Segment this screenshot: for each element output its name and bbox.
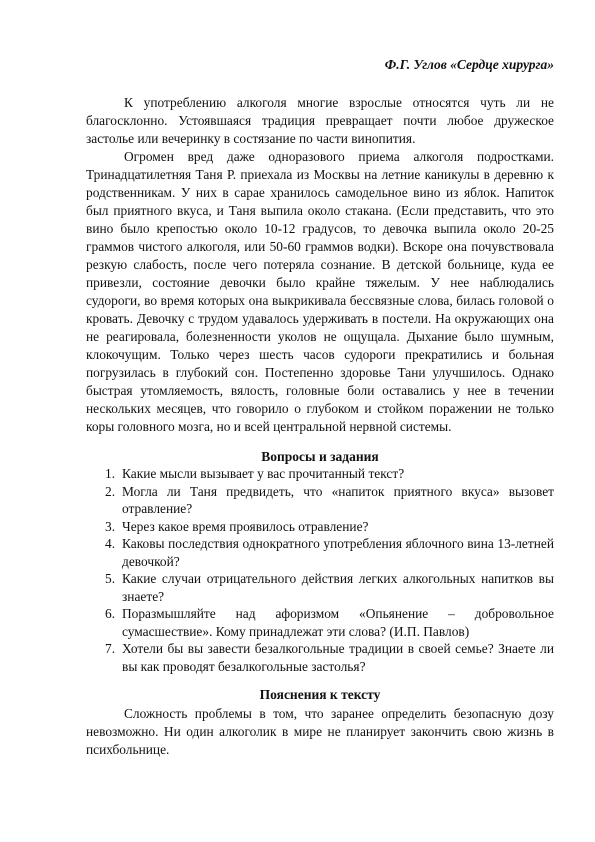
question-number: 4. <box>105 536 116 551</box>
question-number: 3. <box>105 518 116 534</box>
paragraph-story: Огромен вред даже одноразового приема алкоголя подростками. Тринадцатилетняя Таня Р. приехала из Москвы на летние каникулы в деревню к родственникам. У них в сарае хранилось самодельное вино из яблок. Напиток был приятного вкуса, и Таня выпила около стакана. (Если представить, что это вино было крепостью около 10-12 градусов, то девочка выпила около 20-25 граммов чистого алкоголя, или 50-60 граммов водки). Вскоре она почувствовала резкую слабость, после чего потеряла сознание. В детской больнице, куда ее привезли, состояние девочки было крайне тяжелым. У нее наблюдались судороги, во время которых она выкрикивала бессвязные слова, билась головой о кровать. Девочку с трудом удавалось удерживать в постели. На окружающих она не реагировала, болезненности уколов не ощущала. Дыхание было шумным, клокочущим. Только через шесть часов судороги прекратились и больная погрузилась в глубокий сон. Постепенно здоровье Тани улучшилось. Однако быстрая утомляемость, вялость, головные боли оставались у нее в течении нескольких месяцев, что говорило о глубоком и стойком поражении не только коры головного мозга, но и всей центральной нервной системы. <box>86 149 554 434</box>
list-item <box>86 535 554 570</box>
question-number: 6. <box>105 606 116 621</box>
list-item <box>86 640 554 675</box>
question-text: Каковы последствия однократного употребления яблочного вина 13-летней девочкой? <box>122 536 554 569</box>
question-text: Могла ли Таня предвидеть, что «напиток приятного вкуса» вызовет отравление? <box>122 483 554 516</box>
question-text: Какие случаи отрицательного действия легких алкогольных напитков вы знаете? <box>122 571 554 604</box>
list-item <box>86 570 554 605</box>
question-text: Какие мысли вызывает у вас прочитанный текст? <box>122 466 405 481</box>
question-text: Через какое время проявилось отравление? <box>122 518 369 534</box>
questions-list <box>86 465 554 675</box>
question-number: 2. <box>105 483 116 499</box>
question-text: Поразмышляйте над афоризмом «Опьянение – добровольное сумасшествие». Кому принадлежат эти слова? (И.П. Павлов) <box>122 606 554 639</box>
list-item <box>86 483 554 518</box>
question-number: 7. <box>105 641 116 656</box>
question-number: 1. <box>105 466 116 481</box>
paragraph-explanation: Сложность проблемы в том, что заранее определить безопасную дозу невозможно. Ни один алкоголик в мире не планирует закончить свою жизнь в психбольнице. <box>86 706 554 757</box>
source-attribution: Ф.Г. Углов «Сердце хирурга» <box>384 57 554 72</box>
explanation-heading: Пояснения к тексту <box>259 687 381 702</box>
list-item <box>86 518 554 536</box>
question-text: Хотели бы вы завести безалкогольные традиции в своей семье? Знаете ли вы как проводят безалкогольные застолья? <box>122 641 554 674</box>
question-number: 5. <box>105 571 116 586</box>
list-item <box>86 605 554 640</box>
questions-heading: Вопросы и задания <box>261 449 379 464</box>
list-item <box>86 465 554 483</box>
paragraph-intro: К употреблению алкоголя многие взрослые относятся чуть ли не благосклонно. Устоявшаяся традиция превращает почти любое дружеское застолье или вечеринку в состязание по части винопития. <box>86 95 554 146</box>
